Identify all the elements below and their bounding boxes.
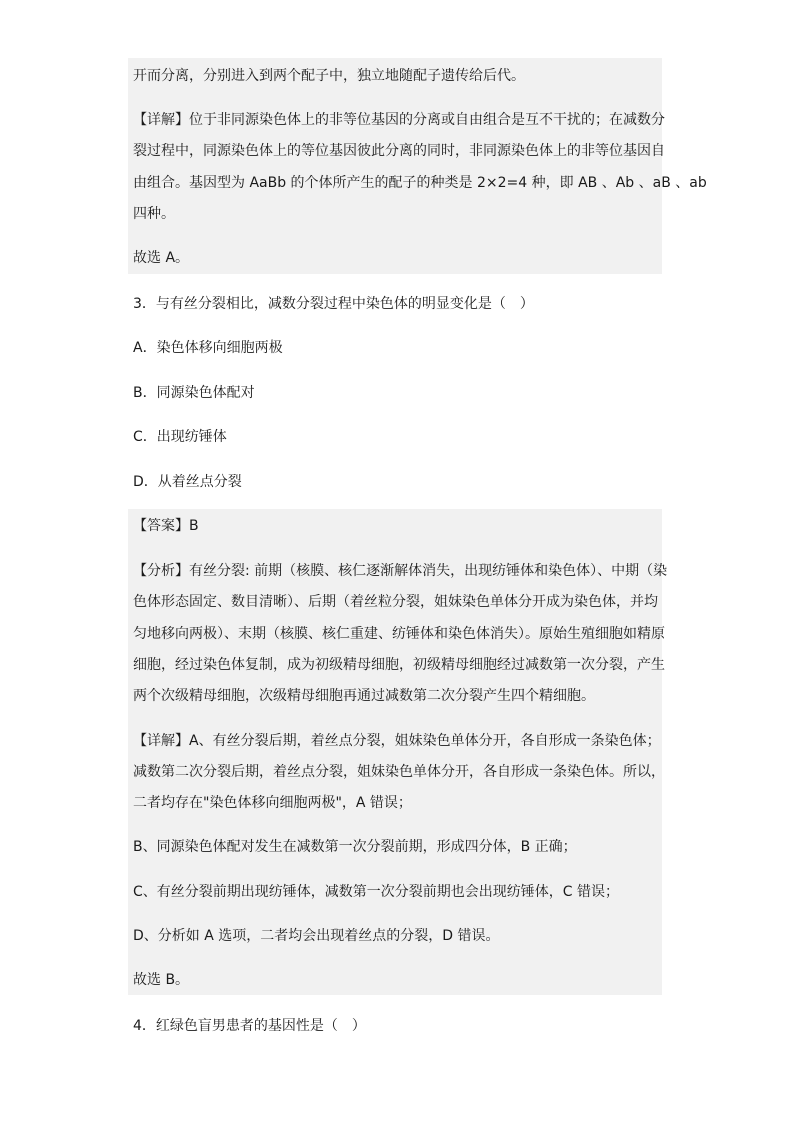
detail-line: 由组合。基因型为 AaBb 的个体所产生的配子的种类是 2×2=4 种，即 AB 、Ab 、aB 、ab bbox=[133, 175, 707, 191]
detail-item-c: C、有丝分裂前期出现纺锤体，减数第一次分裂前期也会出现纺锤体，C 错误； bbox=[133, 884, 619, 900]
analysis-line: 【分析】有丝分裂: 前期（核膜、核仁逐渐解体消失，出现纺锤体和染色体）、中期（染 bbox=[133, 563, 668, 579]
choose-answer: 故选 A。 bbox=[133, 250, 190, 266]
analysis-line: 匀地移向两极）、末期（核膜、核仁重建、纺锤体和染色体消失）。原始生殖细胞如精原 bbox=[133, 626, 665, 642]
option-a: A．染色体移向细胞两极 bbox=[133, 340, 283, 356]
detail-line: 四种。 bbox=[133, 206, 175, 222]
detail-line: 减数第二次分裂后期，着丝点分裂，姐妹染色单体分开，各自形成一条染色体。所以， bbox=[133, 764, 665, 780]
detail-line: 【详解】位于非同源染色体上的非等位基因的分离或自由组合是互不干扰的；在减数分 bbox=[133, 112, 665, 128]
analysis-line: 两个次级精母细胞，次级精母细胞再通过减数第二次分裂产生四个精细胞。 bbox=[133, 688, 595, 704]
option-b: B．同源染色体配对 bbox=[133, 385, 255, 401]
question-4-stem: 4．红绿色盲男患者的基因性是（ ） bbox=[133, 1018, 366, 1034]
solution-block-q2 bbox=[128, 58, 662, 274]
detail-line: 【详解】A、有丝分裂后期，着丝点分裂，姐妹染色单体分开，各自形成一条染色体； bbox=[133, 733, 661, 749]
choose-answer: 故选 B。 bbox=[133, 972, 190, 988]
option-d: D．从着丝点分裂 bbox=[133, 474, 242, 490]
detail-line: 二者均存在"染色体移向细胞两极"，A 错误； bbox=[133, 795, 412, 811]
detail-item-d: D、分析如 A 选项，二者均会出现着丝点的分裂，D 错误。 bbox=[133, 928, 500, 944]
option-c: C．出现纺锤体 bbox=[133, 429, 227, 445]
analysis-line: 色体形态固定、数目清晰）、后期（着丝粒分裂，姐妹染色单体分开成为染色体，并均 bbox=[133, 594, 658, 610]
detail-line: 裂过程中，同源染色体上的等位基因彼此分离的同时，非同源染色体上的非等位基因自 bbox=[133, 143, 665, 159]
solution-block-q3 bbox=[128, 509, 662, 995]
analysis-line: 细胞，经过染色体复制，成为初级精母细胞，初级精母细胞经过减数第一次分裂，产生 bbox=[133, 657, 665, 673]
text-line: 开而分离，分别进入到两个配子中，独立地随配子遗传给后代。 bbox=[133, 68, 525, 84]
answer-label: 【答案】B bbox=[133, 518, 199, 534]
detail-item-b: B、同源染色体配对发生在减数第一次分裂前期，形成四分体，B 正确； bbox=[133, 839, 577, 855]
question-3-stem: 3．与有丝分裂相比，减数分裂过程中染色体的明显变化是（ ） bbox=[133, 296, 534, 312]
